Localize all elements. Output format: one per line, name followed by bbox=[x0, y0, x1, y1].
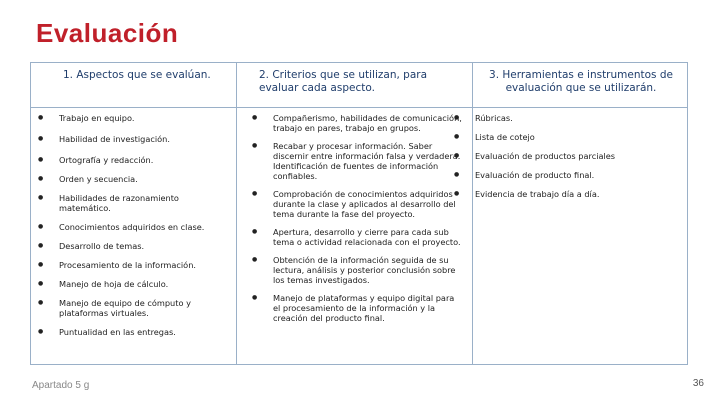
list-item: ● Lista de cotejo bbox=[451, 132, 676, 142]
list-item: ● Manejo de plataformas y equipo digital para el procesamiento de la información y la creación del producto final. bbox=[249, 293, 464, 323]
column-header-aspects: 1. Aspectos que se evalúan. bbox=[63, 69, 211, 81]
column-header-tools: 3. Herramientas e instrumentos de evaluación que se utilizarán. bbox=[489, 69, 673, 94]
list-item: ● Puntualidad en las entregas. bbox=[35, 327, 231, 337]
list-item: ● Rúbricas. bbox=[451, 113, 676, 123]
list-item: ● Compañerismo, habilidades de comunicación, trabajo en pares, trabajo en grupos. bbox=[249, 113, 464, 133]
list-item: ● Procesamiento de la información. bbox=[35, 260, 231, 270]
tools-column bbox=[451, 113, 676, 199]
list-item: ● Desarrollo de temas. bbox=[35, 241, 231, 251]
evaluation-table bbox=[30, 62, 688, 365]
column-divider bbox=[236, 63, 237, 364]
list-item: ● Obtención de la información seguida de su lectura, análisis y posterior conclusión sobre los temas investigados. bbox=[249, 255, 464, 285]
list-item: ● Orden y secuencia. bbox=[35, 174, 231, 184]
list-item: ● Evaluación de productos parciales bbox=[451, 151, 676, 161]
list-item: ● Recabar y procesar información. Saber discernir entre información falsa y verdadera. Identificación de fuentes de información confiables. bbox=[249, 141, 464, 181]
header-divider bbox=[31, 107, 687, 108]
list-item: ● Evaluación de producto final. bbox=[451, 170, 676, 180]
list-item: ● Habilidades de razonamiento matemático. bbox=[35, 193, 231, 213]
list-item: ● Manejo de hoja de cálculo. bbox=[35, 279, 231, 289]
page-number: 36 bbox=[692, 378, 704, 389]
criteria-column bbox=[249, 113, 464, 323]
list-item: ● Conocimientos adquiridos en clase. bbox=[35, 222, 231, 232]
column-divider bbox=[472, 63, 473, 364]
aspects-column bbox=[35, 113, 231, 337]
list-item: ● Trabajo en equipo. bbox=[35, 113, 231, 123]
list-item: ● Manejo de equipo de cómputo y plataformas virtuales. bbox=[35, 298, 231, 318]
page-title: Evaluación bbox=[36, 18, 179, 48]
list-item: ● Comprobación de conocimientos adquiridos durante la clase y aplicados al desarrollo del tema durante la fase del proyecto. bbox=[249, 189, 464, 219]
list-item: ● Evidencia de trabajo día a día. bbox=[451, 189, 676, 199]
list-item: ● Habilidad de investigación. bbox=[35, 134, 231, 144]
column-header-criteria: 2. Criterios que se utilizan, para evaluar cada aspecto. bbox=[259, 69, 427, 94]
list-item: ● Apertura, desarrollo y cierre para cada sub tema o actividad relacionada con el proyecto. bbox=[249, 227, 464, 247]
list-item: ● Ortografía y redacción. bbox=[35, 155, 231, 165]
footer-label: Apartado 5 g bbox=[32, 380, 90, 391]
